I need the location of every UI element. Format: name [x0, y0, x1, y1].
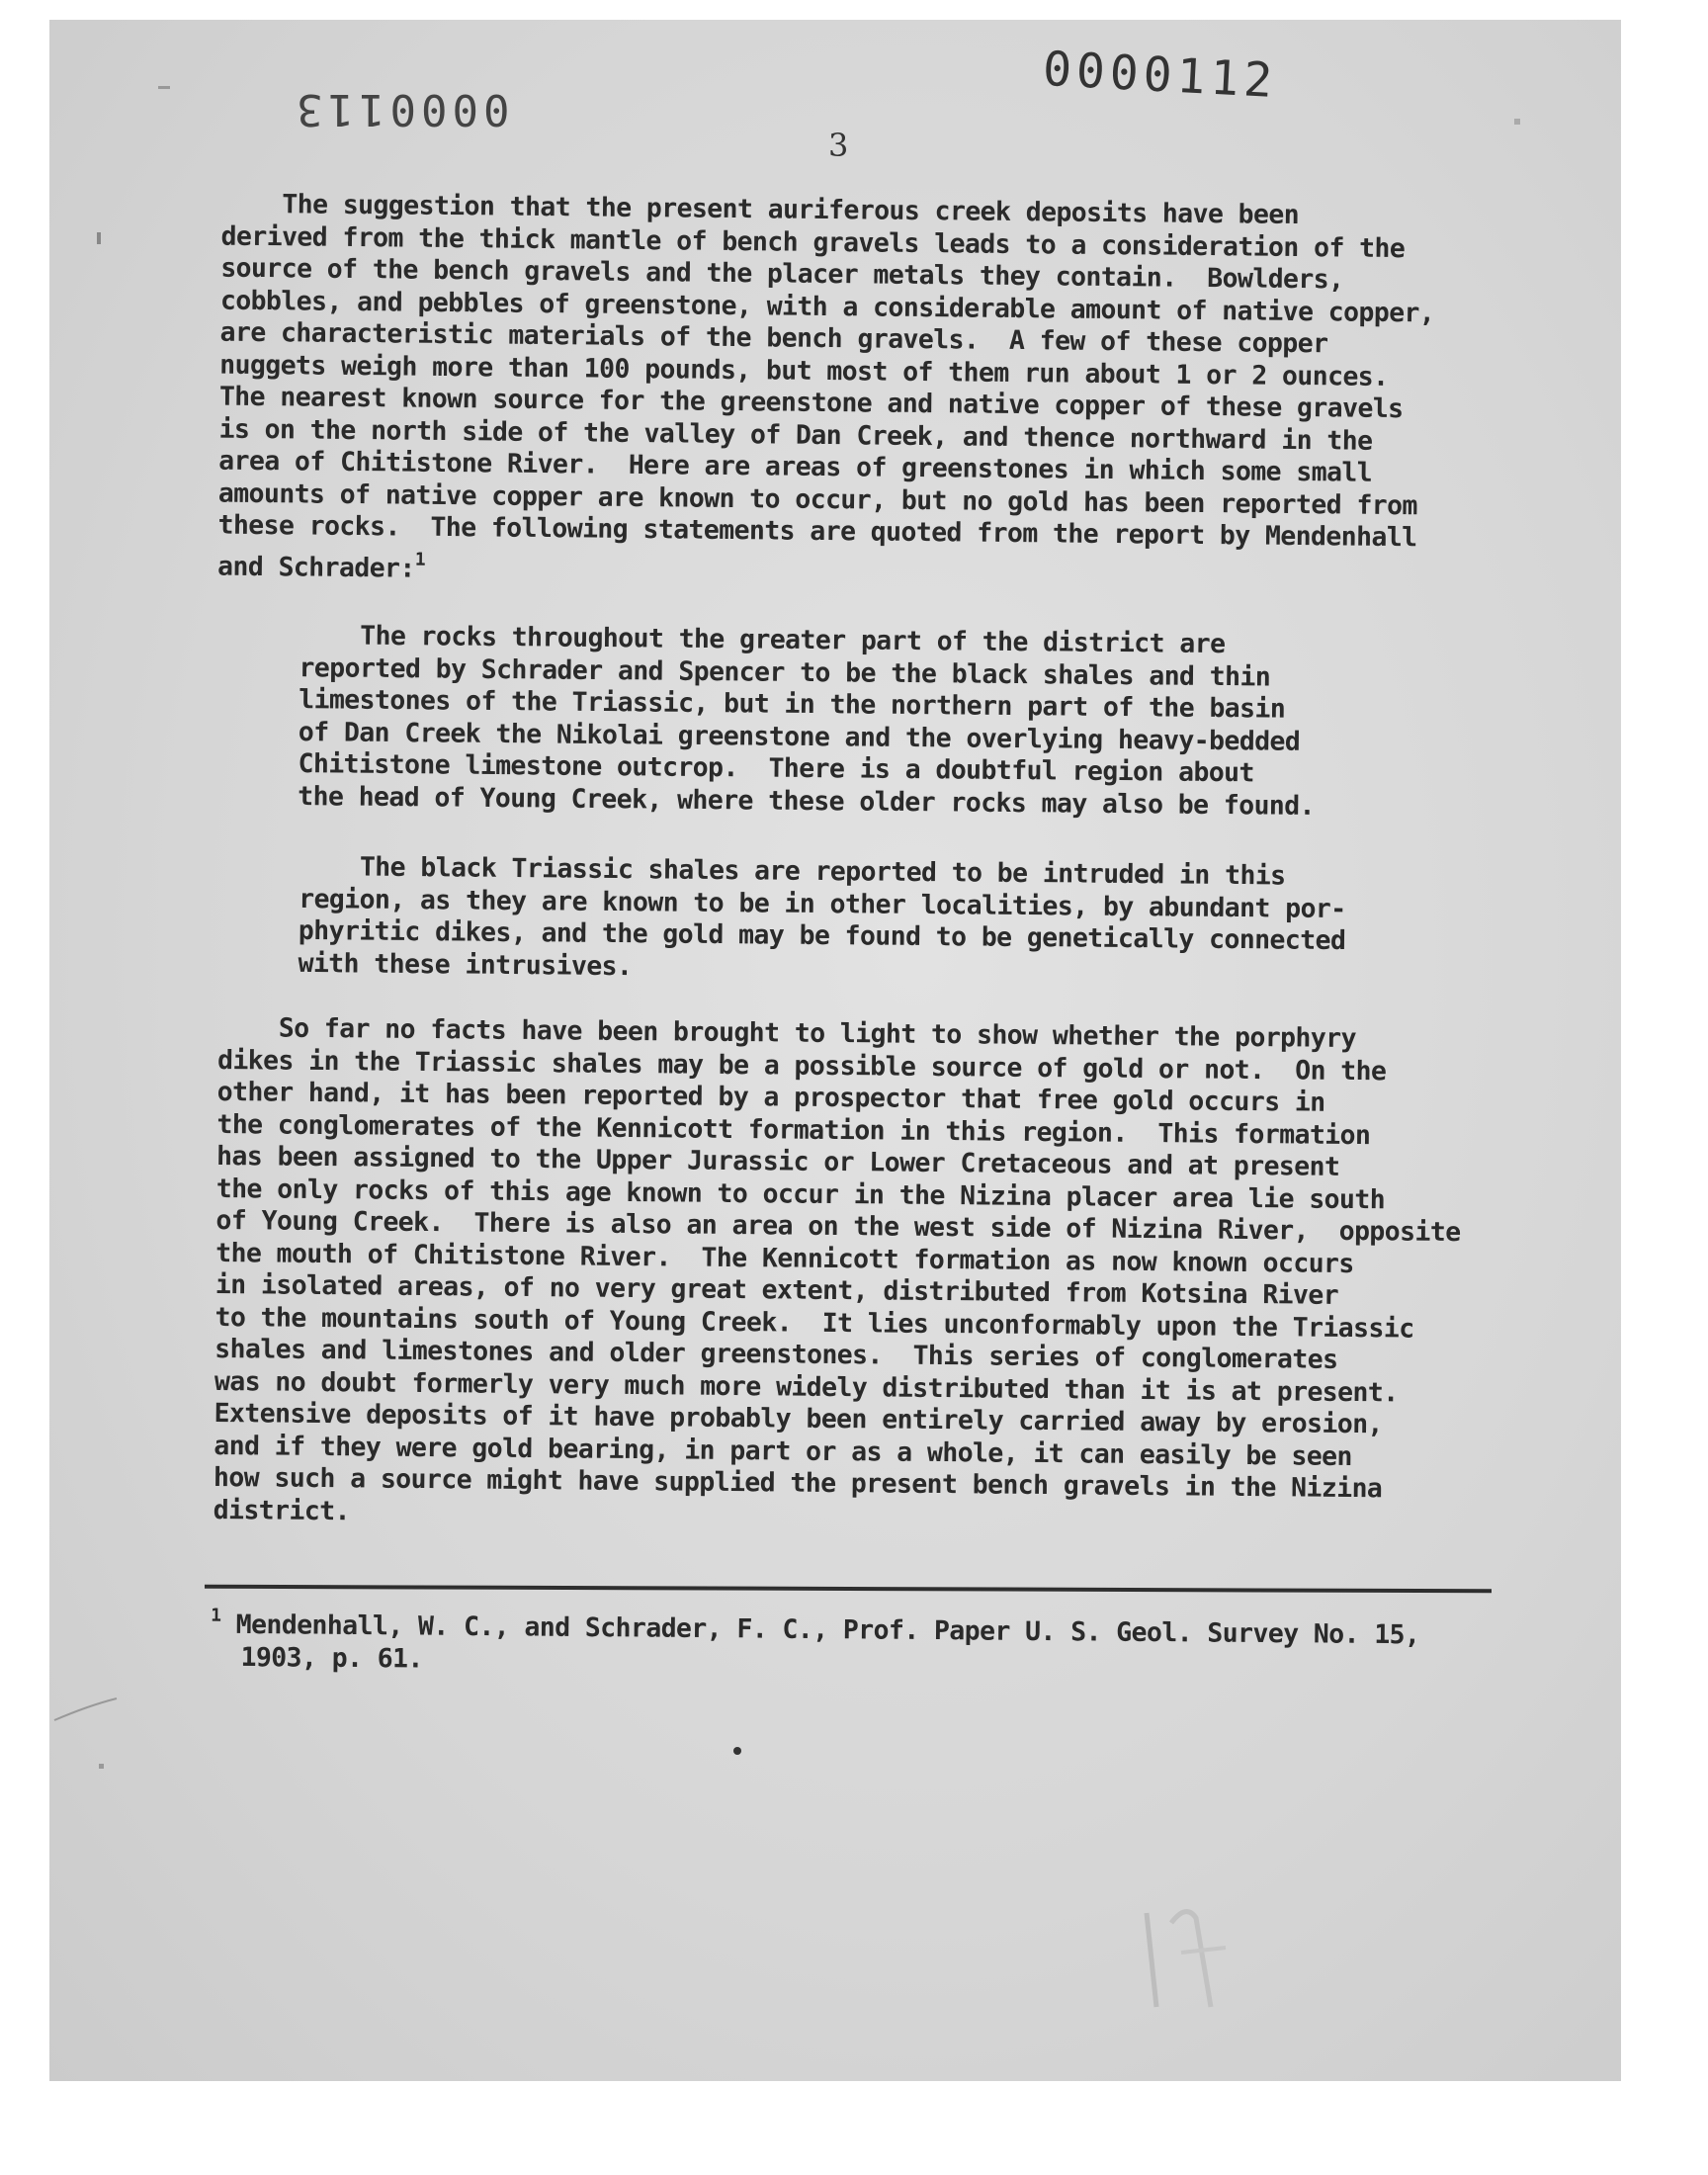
ink-dot	[733, 1747, 741, 1755]
pencil-mark	[1137, 1893, 1245, 2012]
block-quote-2: The black Triassic shales are reported to be intruded in this region, as they are known to be in other localities, by abundant por- phyritic dikes, and the gold may be found to be genetically connected with these intrusives.	[298, 850, 1346, 982]
footnote	[211, 1601, 1420, 1685]
stamped-number-inverted: 0000113	[292, 84, 510, 134]
page-number: 3	[828, 127, 849, 164]
footnote-reference: 1	[414, 549, 426, 570]
body-paragraph: So far no facts have been brought to light to show whether the porphyry dikes in the Triassic shales may be a possible source of gold or not. On the other hand, it has been reported by a prospector that free gold occurs in the conglomerates of the Kennicott formation in this region. This formation has been assigned to the Upper Jurassic or Lower Cretaceous and at present the only rocks of this age known to occur in the Nizina placer area lie south of Young Creek. There is also an area on the west side of Nizina River, opposite the mouth of Chitistone River. The Kennicott formation as now known occurs in isolated areas, of no very great extent, distributed from Kotsina River to the mountains south of Young Creek. It lies unconformably upon the Triassic shales and limestones and older greenstones. This series of conglomerates was no doubt formerly very much more widely distributed than it is at present. Extensive deposits of it have probably been entirely carried away by erosion, and if they were gold bearing, in part or as a whole, it can easily be seen how such a source might have supplied the present bench gravels in the Nizina district.	[213, 1011, 1461, 1526]
intro-paragraph-text: The suggestion that the present auriferous creek deposits have been derived from the thick mantle of bench gravels leads to a consideration of the source of the bench gravels and the placer metals they contain. Bowlders, cobbles, and pebbles of greenstone, with a considerable amount of native copper, are characteristic materials of the bench gravels. A few of these copper nuggets weigh more than 100 pounds, but most of them run about 1 or 2 ounces. The nearest known source for the greenstone and native copper of these gravels is on the north side of the valley of Dan Creek, and thence northward in the area of Chitistone River. Here are areas of greenstones in which some small amounts of native copper are known to occur, but no gold has been reported from these rocks. The following statements are quoted from the report by Mendenhall and Schrader:	[216, 188, 1435, 584]
block-quote-1: The rocks throughout the greater part of the district are reported by Schrader and Spencer to be the black shales and thin limestones of the Triassic, but in the northern part of the basin of Dan Creek the Nikolai greenstone and the overlying heavy-bedded Chitistone limestone outcrop. There is a doubtful region about the head of Young Creek, where these older rocks may also be found.	[298, 620, 1316, 822]
intro-paragraph	[217, 189, 1435, 596]
footnote-marker: 1	[211, 1605, 221, 1626]
footnote-text: Mendenhall, W. C., and Schrader, F. C., Prof. Paper U. S. Geol. Survey No. 15, 1903, p. 61.	[210, 1609, 1420, 1675]
stamped-number: 0000112	[1041, 41, 1279, 110]
